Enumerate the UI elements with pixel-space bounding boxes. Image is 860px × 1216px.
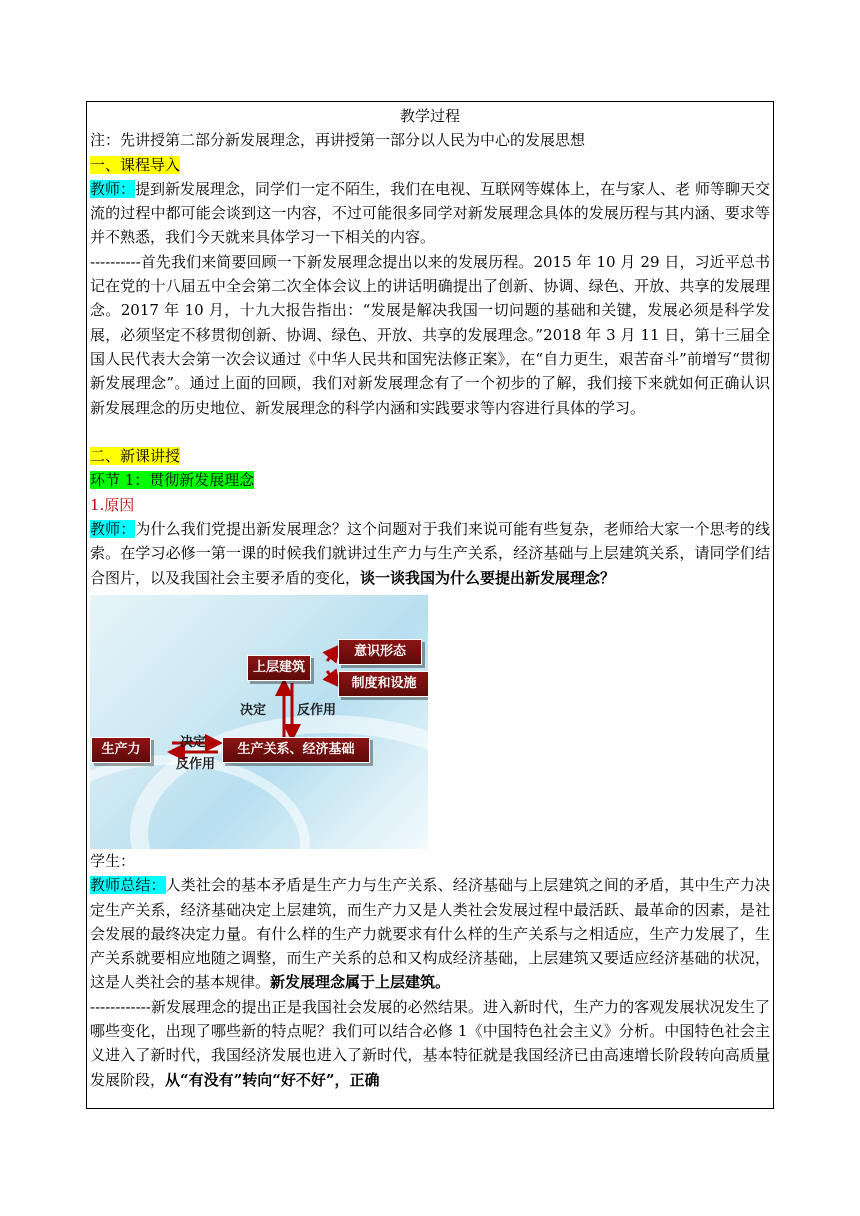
institutions-box: 制度和设施 [338, 671, 428, 697]
productivity-box: 生产力 [91, 737, 151, 763]
section-title-lecture: 二、新课讲授 [90, 447, 181, 466]
conclusion-paragraph: ------------新发展理念的提出正是我国社会发展的必然结果。进入新时代，生产力的客观发展状况发生了哪些变化，出现了哪些新的特点呢？我们可以结合必修 1《中国特色社会主义》分析。中国特色社会主义进入了新时代，我国经济发展也进入了新时代，基本特征就是我国经济已由高速增长阶段转向高质量发展阶段，从“有没有”转向“好不好”，正确 [90, 997, 770, 1089]
teaching-note: 注：先讲授第二部分新发展理念，再讲授第一部分以人民为中心的发展思想 [90, 131, 586, 150]
link-title: 环节 1：贯彻新发展理念 [90, 471, 255, 490]
student-label: 学生： [90, 851, 136, 870]
question-paragraph: 教师：为什么我们党提出新发展理念？这个问题对于我们来说可能有些复杂，老师给大家一个思考的线索。在学习必修一第一课的时候我们就讲过生产力与生产关系，经济基础与上层建筑关系，请同学们结合图片，以及我国社会主要矛盾的变化，谈一谈我国为什么要提出新发展理念？ [90, 520, 770, 587]
react-label: 反作用 [297, 702, 337, 718]
section-heading: 教学过程 [399, 107, 460, 125]
speaker-label: 教师总结： [90, 876, 166, 895]
decide-label: 决定 [240, 702, 267, 718]
ideology-box: 意识形态 [338, 639, 422, 665]
spacer [90, 420, 770, 444]
document-body [90, 104, 770, 1092]
intro-paragraph: 教师：提到新发展理念，同学们一定不陌生，我们在电视、互联网等媒体上，在与家人、老 师等聊天交流的过程中都可能会谈到这一内容，不过可能很多同学对新发展理念具体的发展历程与其内涵、要求等并不熟悉，我们今天就来具体学习一下相关的内容。 [90, 179, 770, 247]
social-structure-diagram [90, 595, 428, 849]
superstructure-box: 上层建筑 [247, 655, 311, 681]
speaker-label: 教师： [90, 179, 136, 198]
react-label: 反作用 [176, 756, 216, 772]
speaker-label: 教师： [90, 520, 136, 539]
summary-paragraph: 教师总结：人类社会的基本矛盾是生产力与生产关系、经济基础与上层建筑之间的矛盾，其中生产力决定生产关系，经济基础决定上层建筑，而生产力又是人类社会发展过程中最活跃、最革命的因素，是社会发展的最终决定力量。有什么样的生产力就要求有什么样的生产关系与之相适应，生产力发展了，生产关系就要相应地随之调整，而生产关系的总和又构成经济基础，上层建筑又要适应经济基础的状况，这是人类社会的基本规律。新发展理念属于上层建筑。 [90, 876, 770, 992]
section-title-intro: 一、课程导入 [90, 155, 181, 174]
relations-base-box: 生产关系、经济基础 [222, 737, 370, 763]
subsection-title-reason: 1.原因 [90, 495, 135, 514]
history-paragraph: ----------首先我们来简要回顾一下新发展理念提出以来的发展历程。2015 年 10 月 29 日，习近平总书记在党的十八届五中全会第二次全体会议上的讲话明确提出了创新、协调、绿色、开放、共享的发展理念。2017 年 10 月，十九大报告指出：“发展是解决我国一切问题的基础和关键，发展必须是科学发展，必须坚定不移贯彻创新、协调、绿色、开放、共享的发展理念。”2018 年 3 月 11 日，第十三届全国人民代表大会第一次会议通过《中华人民共和国宪法修正案》，在“自力更生，艰苦奋斗”前增写“贯彻新发展理念”。通过上面的回顾，我们对新发展理念有了一个初步的了解，我们接下来就如何正确认识新发展理念的历史地位、新发展理念的科学内涵和实践要求等内容进行具体的学习。 [90, 252, 770, 417]
decide-label: 决定 [180, 734, 207, 750]
